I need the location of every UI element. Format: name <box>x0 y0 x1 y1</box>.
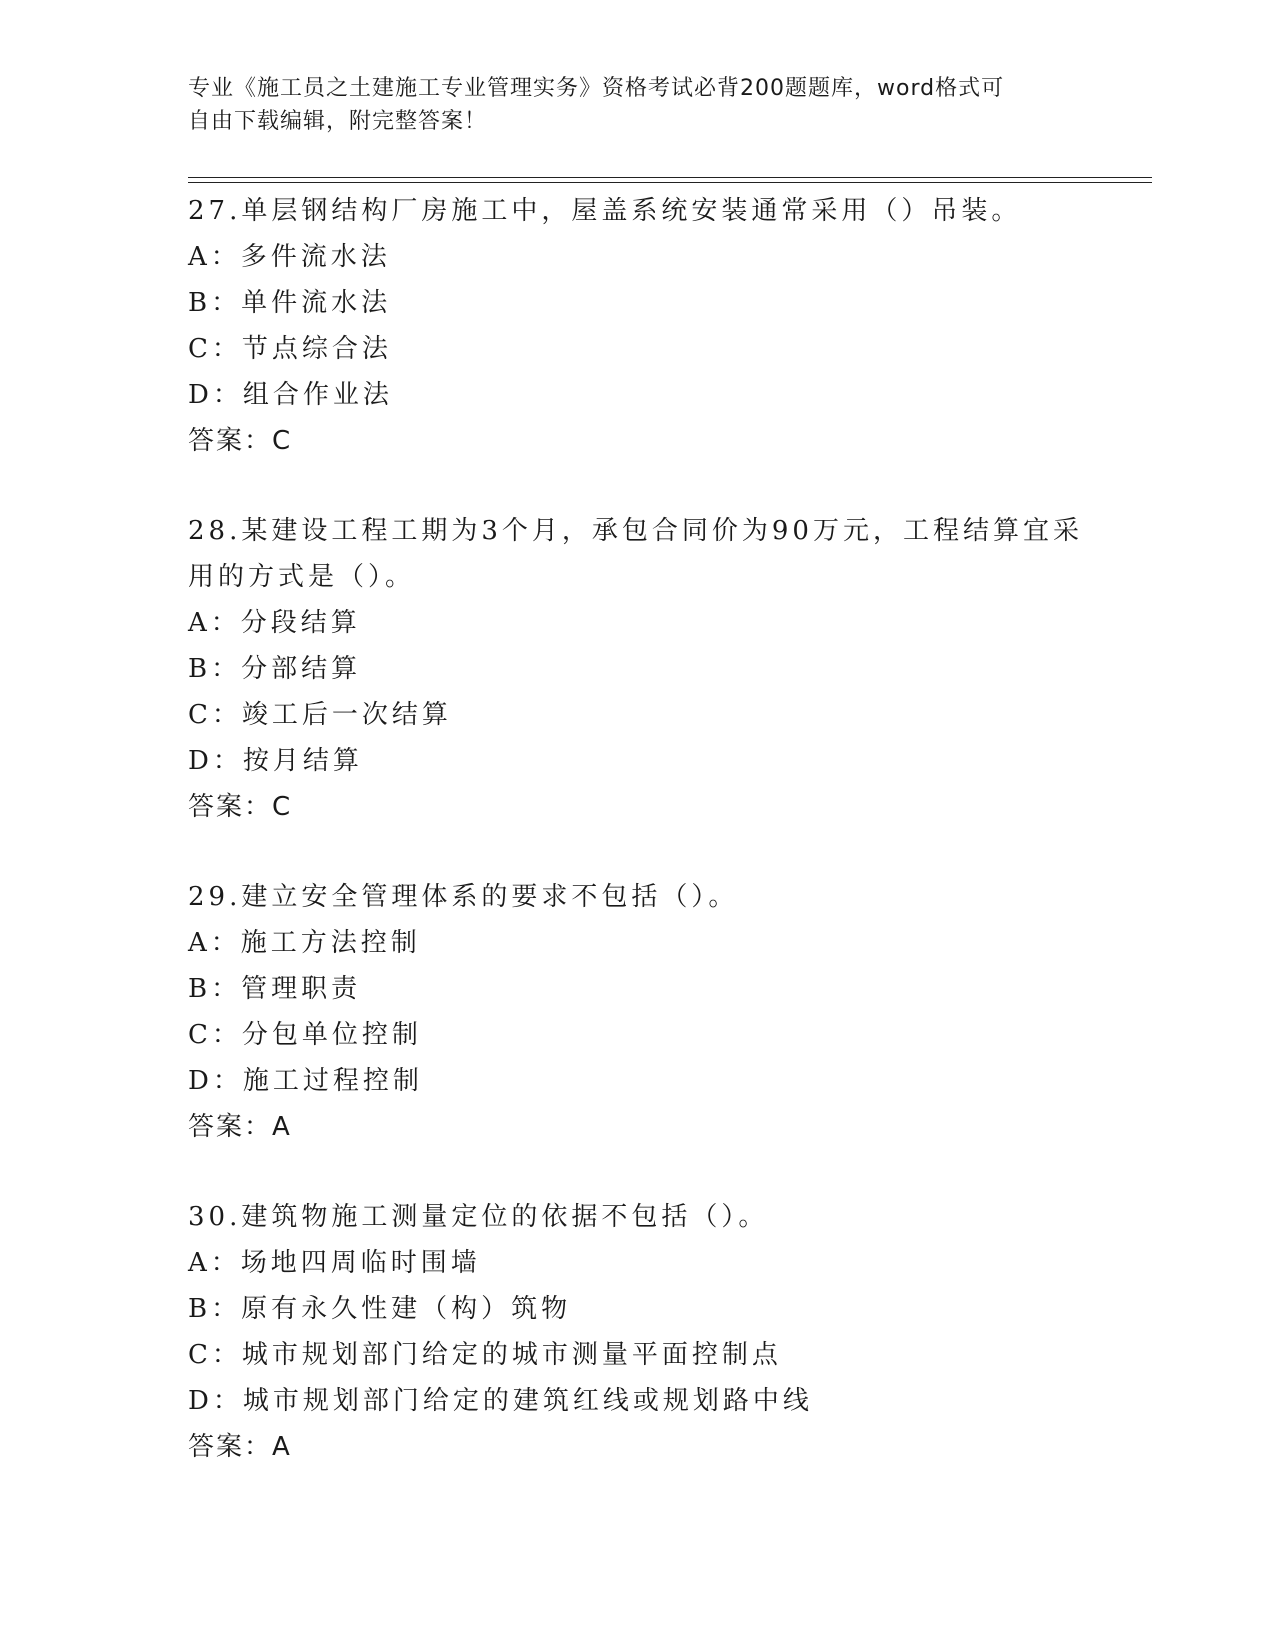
option-b: B：分部结算 <box>188 654 362 684</box>
option-d: D：城市规划部门给定的建筑红线或规划路中线 <box>188 1386 813 1416</box>
answer: 答案：A <box>188 1432 292 1462</box>
question-stem: 29.建立安全管理体系的要求不包括（）。 <box>188 882 739 912</box>
question-27 <box>188 188 1088 464</box>
header-divider-top <box>188 177 1152 178</box>
answer: 答案：C <box>188 792 293 822</box>
option-c: C：节点综合法 <box>188 334 392 364</box>
option-c: C：竣工后一次结算 <box>188 700 452 730</box>
header-divider-bottom <box>188 182 1152 183</box>
option-c: C：城市规划部门给定的城市测量平面控制点 <box>188 1340 782 1370</box>
option-d: D：按月结算 <box>188 746 363 776</box>
option-a: A：分段结算 <box>188 608 361 638</box>
option-d: D：组合作业法 <box>188 380 393 410</box>
option-b: B：单件流水法 <box>188 288 392 318</box>
question-stem: 28.某建设工程工期为3个月，承包合同价为90万元，工程结算宜采用的方式是（）。 <box>188 516 1083 592</box>
option-b: B：原有永久性建（构）筑物 <box>188 1294 572 1324</box>
question-stem: 30.建筑物施工测量定位的依据不包括（）。 <box>188 1202 769 1232</box>
option-b: B：管理职责 <box>188 974 362 1004</box>
header-title-line-1: 专业《施工员之土建施工专业管理实务》资格考试必背200题题库，word格式可 <box>188 76 1005 101</box>
question-28 <box>188 508 1088 830</box>
option-a: A：施工方法控制 <box>188 928 421 958</box>
document-header <box>188 72 1068 138</box>
answer: 答案：C <box>188 426 293 456</box>
question-stem: 27.单层钢结构厂房施工中，屋盖系统安装通常采用（）吊装。 <box>188 196 1022 226</box>
question-30 <box>188 1194 1088 1470</box>
option-a: A：多件流水法 <box>188 242 391 272</box>
option-d: D：施工过程控制 <box>188 1066 423 1096</box>
option-c: C：分包单位控制 <box>188 1020 422 1050</box>
answer: 答案：A <box>188 1112 292 1142</box>
header-title-line-2: 自由下载编辑，附完整答案！ <box>188 109 488 134</box>
option-a: A：场地四周临时围墙 <box>188 1248 481 1278</box>
question-29 <box>188 874 1088 1150</box>
